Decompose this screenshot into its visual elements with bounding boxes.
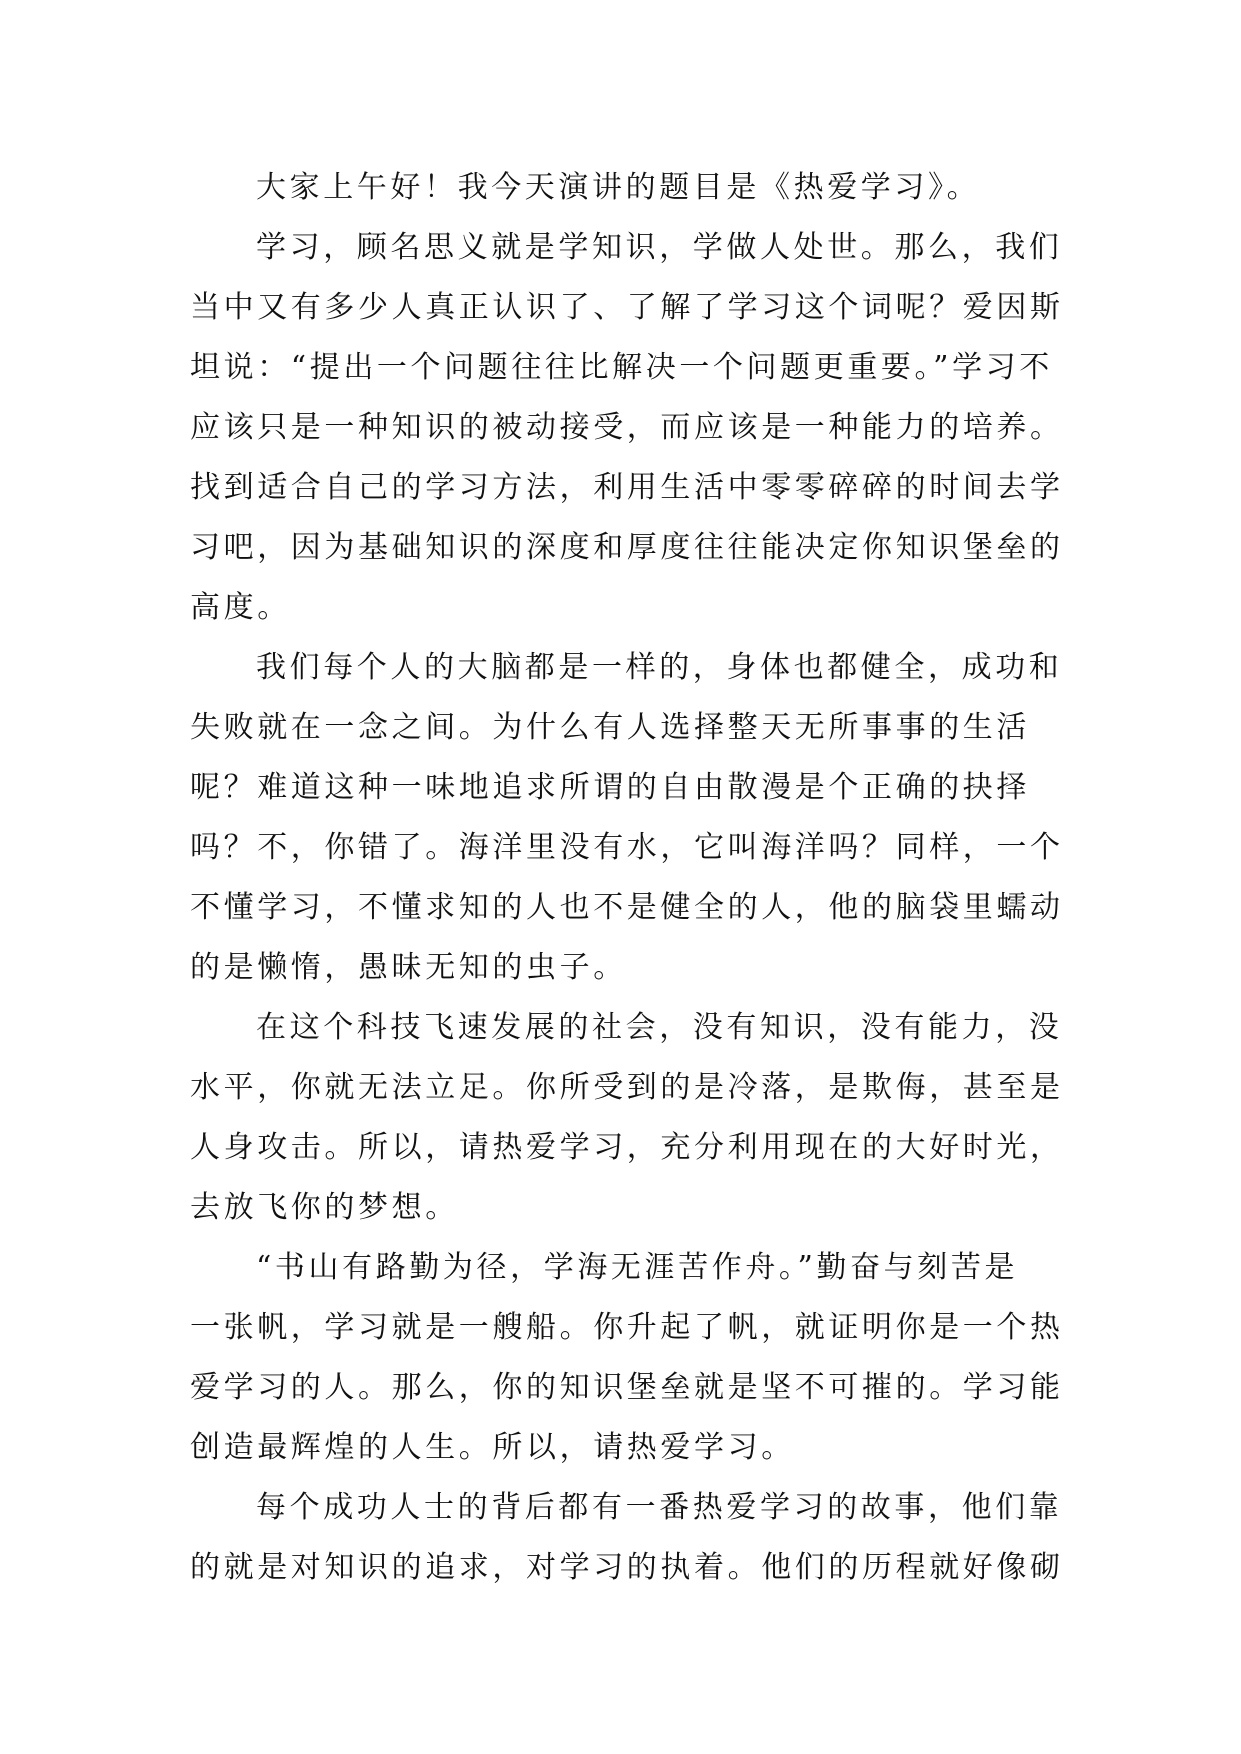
text-line: 去放飞你的梦想。 xyxy=(190,1190,459,1225)
text-line: “书山有路勤为径，学海无涯苦作舟。”勤奋与刻苦是 xyxy=(256,1250,1019,1285)
text-line: 学习，顾名思义就是学知识，学做人处世。那么，我们 xyxy=(256,230,1063,265)
text-line: 失败就在一念之间。为什么有人选择整天无所事事的生活 xyxy=(190,710,1030,745)
text-line: 在这个科技飞速发展的社会，没有知识，没有能力，没 xyxy=(256,1010,1063,1045)
text-line: 创造最辉煌的人生。所以，请热爱学习。 xyxy=(190,1430,795,1465)
paragraph-success-stories xyxy=(190,1478,1064,1598)
text-line: 找到适合自己的学习方法，利用生活中零零碎碎的时间去学 xyxy=(190,470,1064,505)
paragraph-quote xyxy=(190,1238,1064,1478)
text-line: 的是懒惰，愚昧无知的虫子。 xyxy=(190,950,627,985)
text-line: 爱学习的人。那么，你的知识堡垒就是坚不可摧的。学习能 xyxy=(190,1370,1064,1405)
text-line: 高度。 xyxy=(190,590,291,625)
text-line: 每个成功人士的背后都有一番热爱学习的故事，他们靠 xyxy=(256,1490,1063,1525)
paragraph-brain-and-choice xyxy=(190,638,1064,998)
paragraph-greeting xyxy=(190,158,1050,218)
text-line: 当中又有多少人真正认识了、了解了学习这个词呢？爱因斯 xyxy=(190,290,1064,325)
text-line: 的就是对知识的追求，对学习的执着。他们的历程就好像砌 xyxy=(190,1550,1064,1585)
text-line: 呢？难道这种一味地追求所谓的自由散漫是个正确的抉择 xyxy=(190,770,1030,805)
paragraph-learning-definition xyxy=(190,218,1064,638)
text-line: 不懂学习，不懂求知的人也不是健全的人，他的脑袋里蠕动 xyxy=(190,890,1064,925)
text-line: 坦说：“提出一个问题往往比解决一个问题更重要。”学习不 xyxy=(190,350,1053,385)
paragraph-society xyxy=(190,998,1064,1238)
text-line: 吗？不，你错了。海洋里没有水，它叫海洋吗？同样，一个 xyxy=(190,830,1064,865)
text-line: 一张帆，学习就是一艘船。你升起了帆，就证明你是一个热 xyxy=(190,1310,1064,1345)
text-line: 人身攻击。所以，请热爱学习，充分利用现在的大好时光， xyxy=(190,1130,1064,1165)
text-line: 应该只是一种知识的被动接受，而应该是一种能力的培养。 xyxy=(190,410,1064,445)
text-line: 习吧，因为基础知识的深度和厚度往往能决定你知识堡垒的 xyxy=(190,530,1064,565)
text-line: 我们每个人的大脑都是一样的，身体也都健全，成功和 xyxy=(256,650,1063,685)
text-line: 大家上午好！我今天演讲的题目是《热爱学习》。 xyxy=(256,170,981,205)
document-body xyxy=(190,158,1064,1598)
text-line: 水平，你就无法立足。你所受到的是冷落，是欺侮，甚至是 xyxy=(190,1070,1064,1105)
